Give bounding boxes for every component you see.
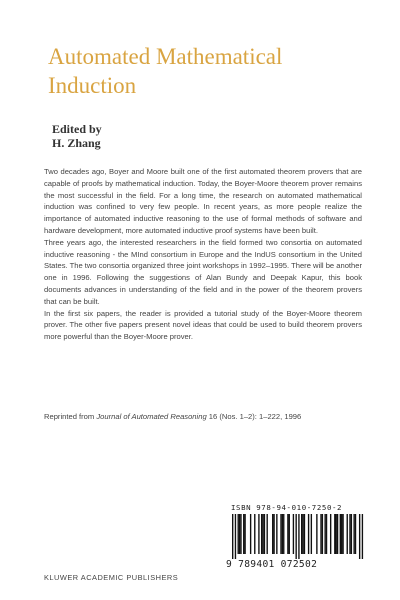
barcode-bar — [264, 514, 265, 554]
blurb-paragraph-3: In the first six papers, the reader is provided a tutorial study of the Boyer-Moore theorem prover. The other five papers present novel ideas that could be used to build theorem provers more powerful than the Boyer-Moore prover. — [44, 308, 362, 342]
barcode-bar — [272, 514, 273, 554]
barcode-bar — [334, 514, 335, 554]
barcode-bar — [293, 514, 294, 554]
barcode-bar — [282, 514, 283, 554]
isbn-barcode-block — [226, 503, 366, 570]
barcode-bar — [250, 514, 251, 554]
blurb-paragraph-2: Three years ago, the interested researchers in the field formed two consortia on automated inductive reasoning - the MInd consortium in Europe and the IndUS consortium in the United States. The two consortia organized three joint workshops in 1992–1995. There will be another one in 1996. Following the suggestions of Alan Bundy and Deepak Kapur, this book documents advances in understanding of the field and in the power of the theorem provers that can be built. — [44, 237, 363, 306]
barcode-bar — [362, 514, 363, 559]
barcode-bar — [351, 514, 352, 554]
blurb-paragraph-1: Two decades ago, Boyer and Moore built one of the first automated theorem provers that are capable of proofs by mathematical induction. Today, the Boyer-Moore theorem prover remains the most successful in the field. For a long time, the research on automated mathematical induction was confined to very few people. In recent years, as more people realize the importance of automated inductive reasoning to the use of formal methods of software and hardware development, more automated inductive proof systems have been built. — [44, 167, 362, 235]
journal-name: Journal of Automated Reasoning — [96, 412, 207, 421]
reprint-note — [44, 411, 374, 422]
barcode-bar — [341, 514, 342, 554]
barcode-bar — [283, 514, 284, 554]
barcode-bar — [324, 514, 325, 554]
barcode-bar — [340, 514, 341, 554]
back-cover-blurb — [44, 166, 362, 343]
barcode-bar — [244, 514, 245, 554]
barcode-bar — [326, 514, 327, 554]
barcode-bar — [311, 514, 312, 554]
barcode-bar — [273, 514, 274, 554]
barcode-bar — [347, 514, 348, 554]
barcode-bar — [349, 514, 350, 554]
publisher-name: KLUWER ACADEMIC PUBLISHERS — [44, 573, 179, 582]
barcode-bar — [301, 514, 302, 554]
reprint-prefix: Reprinted from — [44, 412, 97, 421]
barcode-bar — [304, 514, 305, 554]
barcode-bar — [322, 514, 323, 554]
book-title — [48, 42, 368, 100]
barcode-bar — [320, 514, 321, 554]
barcode-digits: 9 789401 072502 — [226, 559, 318, 570]
barcode-bar — [330, 514, 331, 554]
barcode-bar — [336, 514, 337, 554]
barcode-bar — [267, 514, 268, 554]
isbn-text: ISBN 978-94-010-7250-2 — [231, 503, 343, 512]
barcode-bar — [359, 514, 360, 559]
barcode-bar — [238, 514, 239, 554]
editor-credit — [52, 122, 102, 150]
barcode-bar — [276, 514, 277, 554]
barcode-bar — [243, 514, 244, 554]
edited-by-label: Edited by — [52, 122, 102, 136]
book-title-line-2: Induction — [48, 73, 137, 98]
barcode-bar — [240, 514, 241, 554]
barcode-bar — [308, 514, 309, 554]
barcode-bar — [287, 514, 288, 554]
book-title-line-1: Automated Mathematical — [48, 44, 283, 69]
barcode-bar — [337, 514, 338, 554]
barcode-bar — [295, 514, 296, 559]
barcode-bar — [280, 514, 281, 554]
barcode-bar — [262, 514, 263, 554]
barcode-bar — [235, 514, 236, 559]
barcode-bar — [302, 514, 303, 554]
barcode-bar — [353, 514, 354, 554]
reprint-suffix: 16 (Nos. 1–2): 1–222, 1996 — [206, 412, 302, 421]
barcode-bar — [289, 514, 290, 554]
barcode-bar — [254, 514, 255, 554]
barcode-bar — [232, 514, 233, 559]
barcode — [226, 514, 366, 560]
barcode-bar — [258, 514, 259, 554]
barcode-bar — [261, 514, 262, 554]
barcode-bar — [239, 514, 240, 554]
barcode-bar — [316, 514, 317, 554]
barcode-bar — [355, 514, 356, 554]
editor-name: H. Zhang — [52, 136, 101, 150]
barcode-bar — [342, 514, 343, 554]
barcode-bar — [298, 514, 299, 559]
